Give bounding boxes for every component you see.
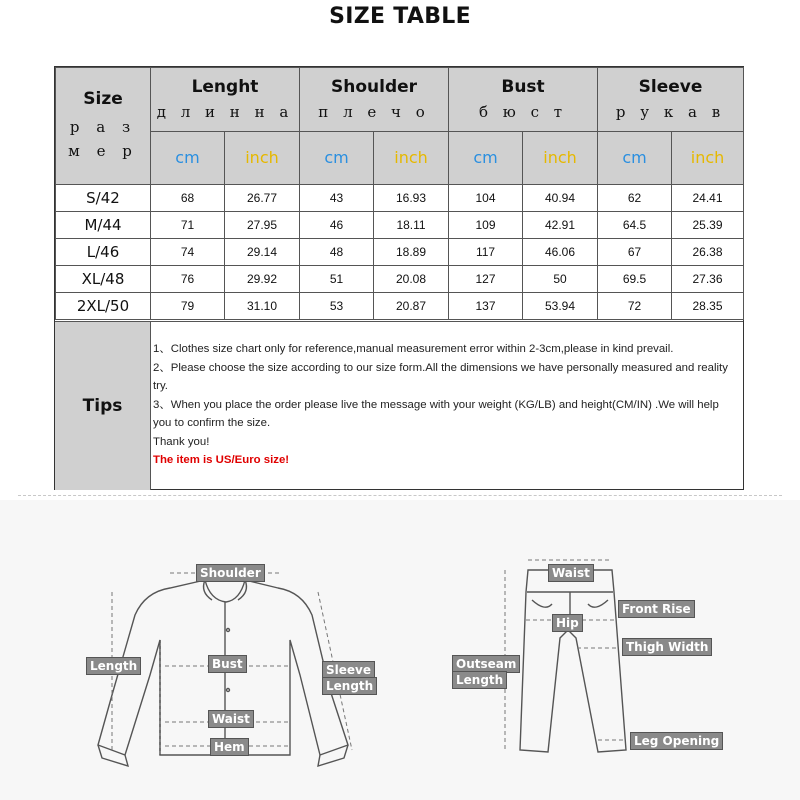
label-bust: Bust — [208, 655, 247, 673]
table-cell: 51 — [300, 266, 374, 293]
table-cell: 68 — [151, 185, 225, 212]
tip-line: Thank you! — [153, 435, 210, 448]
table-cell: 76 — [151, 266, 225, 293]
unit-cm: cm — [449, 131, 523, 184]
table-cell: 24.41 — [672, 185, 744, 212]
table-cell: 25.39 — [672, 212, 744, 239]
table-row — [56, 185, 744, 212]
tip-line: 3、When you place the order please live the message with your weight (KG/LB) and height(CM/IN) .We will help you to confirm the size. — [153, 398, 719, 429]
table-cell: 46.06 — [523, 239, 598, 266]
label-pants-waist: Waist — [548, 564, 594, 582]
label-outseam-length: Length — [452, 671, 507, 689]
table-cell: 50 — [523, 266, 598, 293]
table-cell: 29.92 — [225, 266, 300, 293]
table-cell: 109 — [449, 212, 523, 239]
column-header-ru: п л е ч о — [318, 103, 430, 122]
table-cell: 29.14 — [225, 239, 300, 266]
table-cell: 69.5 — [598, 266, 672, 293]
unit-cm: cm — [598, 131, 672, 184]
table-cell: 72 — [598, 293, 672, 320]
column-header-sleeve — [598, 68, 744, 132]
unit-inch: inch — [672, 131, 744, 184]
table-cell: 79 — [151, 293, 225, 320]
label-outseam: Outseam — [452, 655, 520, 673]
table-cell: 104 — [449, 185, 523, 212]
tips-text — [153, 340, 737, 470]
label-front-rise: Front Rise — [618, 600, 695, 618]
table-row — [56, 239, 744, 266]
column-header-ru: р у к а в — [615, 103, 726, 122]
table-cell: 62 — [598, 185, 672, 212]
pants-drawing — [520, 570, 626, 752]
label-hip: Hip — [552, 614, 583, 632]
page-title: SIZE TABLE — [329, 4, 471, 29]
label-hem: Hem — [210, 738, 249, 756]
table-cell: 43 — [300, 185, 374, 212]
table-cell: 53 — [300, 293, 374, 320]
size-rows — [56, 185, 744, 320]
unit-cm: cm — [300, 131, 374, 184]
size-header — [56, 68, 151, 185]
tip-highlight: The item is US/Euro size! — [153, 454, 290, 466]
size-header-en: Size — [83, 89, 123, 109]
table-cell: 71 — [151, 212, 225, 239]
unit-inch: inch — [225, 131, 300, 184]
column-header-en: Bust — [501, 77, 545, 98]
size-label: XL/48 — [56, 266, 151, 293]
label-length: Length — [86, 657, 141, 675]
table-cell: 26.38 — [672, 239, 744, 266]
table-cell: 127 — [449, 266, 523, 293]
tip-line: 1、Clothes size chart only for reference,manual measurement error within 2-3cm,please in kind prevail. — [153, 343, 674, 355]
size-label: S/42 — [56, 185, 151, 212]
table-row — [56, 293, 744, 320]
table-cell: 46 — [300, 212, 374, 239]
size-chart — [54, 66, 744, 490]
column-header-ru: д л и н н а — [156, 103, 294, 122]
label-sleeve: Sleeve — [322, 661, 375, 679]
table-cell: 20.08 — [374, 266, 449, 293]
table-cell: 26.77 — [225, 185, 300, 212]
column-header-en: Sleeve — [638, 77, 703, 98]
table-cell: 18.89 — [374, 239, 449, 266]
label-sleeve-length: Length — [322, 677, 377, 695]
table-cell: 27.95 — [225, 212, 300, 239]
tips-label: Tips — [55, 322, 151, 490]
column-header-length — [151, 68, 300, 132]
table-cell: 67 — [598, 239, 672, 266]
table-cell: 74 — [151, 239, 225, 266]
column-header-shoulder — [300, 68, 449, 132]
column-header-bust — [449, 68, 598, 132]
table-cell: 28.35 — [672, 293, 744, 320]
label-thigh-width: Thigh Width — [622, 638, 712, 656]
unit-inch: inch — [374, 131, 449, 184]
table-cell: 137 — [449, 293, 523, 320]
measurement-illustrations — [0, 500, 800, 800]
table-cell: 27.36 — [672, 266, 744, 293]
size-label: L/46 — [56, 239, 151, 266]
tips-section — [55, 321, 743, 490]
size-header-ru: р а з м е р — [68, 118, 138, 160]
table-cell: 16.93 — [374, 185, 449, 212]
table-cell: 48 — [300, 239, 374, 266]
table-cell: 31.10 — [225, 293, 300, 320]
column-header-en: Lenght — [191, 77, 259, 98]
table-cell: 64.5 — [598, 212, 672, 239]
table-row — [56, 212, 744, 239]
size-label: M/44 — [56, 212, 151, 239]
unit-cm: cm — [151, 131, 225, 184]
column-header-ru: б ю с т — [478, 103, 568, 122]
size-table — [55, 67, 744, 320]
table-cell: 40.94 — [523, 185, 598, 212]
table-cell: 53.94 — [523, 293, 598, 320]
table-cell: 18.11 — [374, 212, 449, 239]
table-row — [56, 266, 744, 293]
tip-line: 2、Please choose the size according to our size form.All the dimensions we have personally measured and reality try. — [153, 361, 728, 392]
label-leg-opening: Leg Opening — [630, 732, 723, 750]
column-header-en: Shoulder — [330, 77, 418, 98]
divider — [18, 495, 782, 496]
table-cell: 117 — [449, 239, 523, 266]
unit-inch: inch — [523, 131, 598, 184]
label-waist: Waist — [208, 710, 254, 728]
size-label: 2XL/50 — [56, 293, 151, 320]
table-cell: 42.91 — [523, 212, 598, 239]
table-cell: 20.87 — [374, 293, 449, 320]
label-shoulder: Shoulder — [196, 564, 265, 582]
